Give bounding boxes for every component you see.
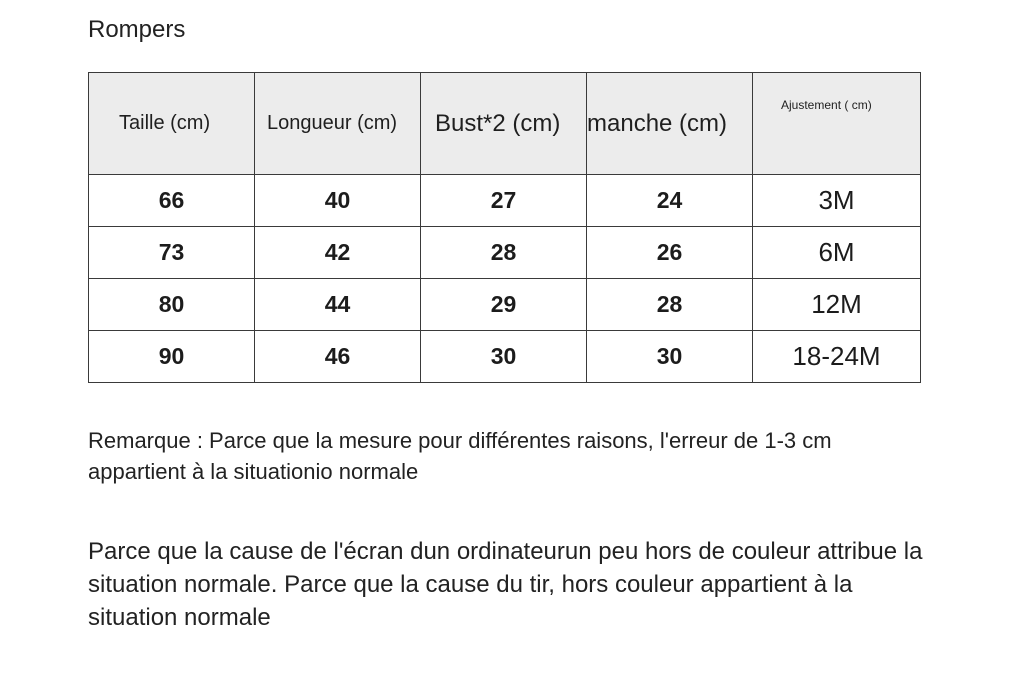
cell-taille: 73 (89, 227, 255, 279)
cell-manche: 30 (587, 331, 753, 383)
cell-longueur: 44 (255, 279, 421, 331)
table-row (89, 175, 921, 227)
cell-taille: 90 (89, 331, 255, 383)
cell-manche: 26 (587, 227, 753, 279)
cell-bust: 29 (421, 279, 587, 331)
header-manche: manche (cm) (587, 73, 753, 175)
cell-longueur: 46 (255, 331, 421, 383)
size-table (88, 72, 921, 383)
page-title: Rompers (88, 16, 186, 43)
cell-ajustement: 12M (753, 279, 921, 331)
header-ajustement (753, 73, 921, 175)
color-note-text: Parce que la cause de l'écran dun ordinateurun peu hors de couleur attribue la situation normale. Parce que la cause du tir, hors couleur appartient à la situation normale (88, 538, 923, 631)
cell-longueur: 42 (255, 227, 421, 279)
cell-bust: 28 (421, 227, 587, 279)
cell-ajustement: 3M (753, 175, 921, 227)
cell-ajustement: 18-24M (753, 331, 921, 383)
table-row (89, 279, 921, 331)
cell-longueur: 40 (255, 175, 421, 227)
cell-bust: 30 (421, 331, 587, 383)
cell-ajustement: 6M (753, 227, 921, 279)
header-bust: Bust*2 (cm) (421, 73, 587, 175)
cell-bust: 27 (421, 175, 587, 227)
table-header-row (89, 73, 921, 175)
cell-manche: 24 (587, 175, 753, 227)
header-taille: Taille (cm) (89, 73, 255, 175)
header-longueur: Longueur (cm) (255, 73, 421, 175)
cell-taille: 80 (89, 279, 255, 331)
table-row (89, 331, 921, 383)
header-ajustement-label: Ajustement ( cm) (781, 98, 872, 112)
cell-taille: 66 (89, 175, 255, 227)
table-row (89, 227, 921, 279)
cell-manche: 28 (587, 279, 753, 331)
remark-text: Remarque : Parce que la mesure pour différentes raisons, l'erreur de 1-3 cm appartient à la situationio normale (88, 428, 832, 484)
